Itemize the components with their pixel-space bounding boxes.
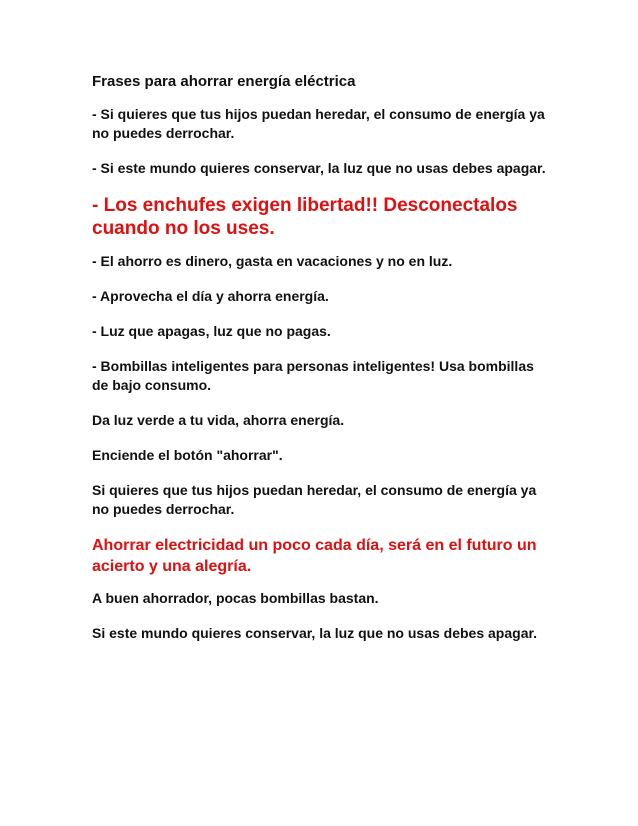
document-page bbox=[92, 72, 552, 659]
phrase-5: - Aprovecha el día y ahorra energía. bbox=[92, 288, 329, 304]
phrase-6: - Luz que apagas, luz que no pagas. bbox=[92, 323, 331, 339]
phrase-8: Da luz verde a tu vida, ahorra energía. bbox=[92, 412, 345, 428]
phrase-12: A buen ahorrador, pocas bombillas bastan. bbox=[92, 590, 379, 606]
phrase-9: Enciende el botón "ahorrar". bbox=[92, 447, 283, 463]
phrase-7: - Bombillas inteligentes para personas inteligentes! Usa bombillas de bajo consumo. bbox=[92, 358, 534, 393]
phrase-11-highlighted: Ahorrar electricidad un poco cada día, será en el futuro un acierto y una alegría. bbox=[92, 537, 537, 575]
phrase-2: - Si este mundo quieres conservar, la luz que no usas debes apagar. bbox=[92, 160, 546, 176]
phrase-13: Si este mundo quieres conservar, la luz que no usas debes apagar. bbox=[92, 625, 538, 641]
phrase-10: Si quieres que tus hijos puedan heredar, el consumo de energía ya no puedes derrochar. bbox=[92, 482, 537, 517]
phrase-4: - El ahorro es dinero, gasta en vacaciones y no en luz. bbox=[92, 253, 453, 269]
phrase-3-highlighted: - Los enchufes exigen libertad!! Desconectalos cuando no los uses. bbox=[92, 195, 518, 239]
phrase-1: - Si quieres que tus hijos puedan heredar, el consumo de energía ya no puedes derrochar. bbox=[92, 106, 545, 141]
document-title: Frases para ahorrar energía eléctrica bbox=[92, 73, 356, 90]
